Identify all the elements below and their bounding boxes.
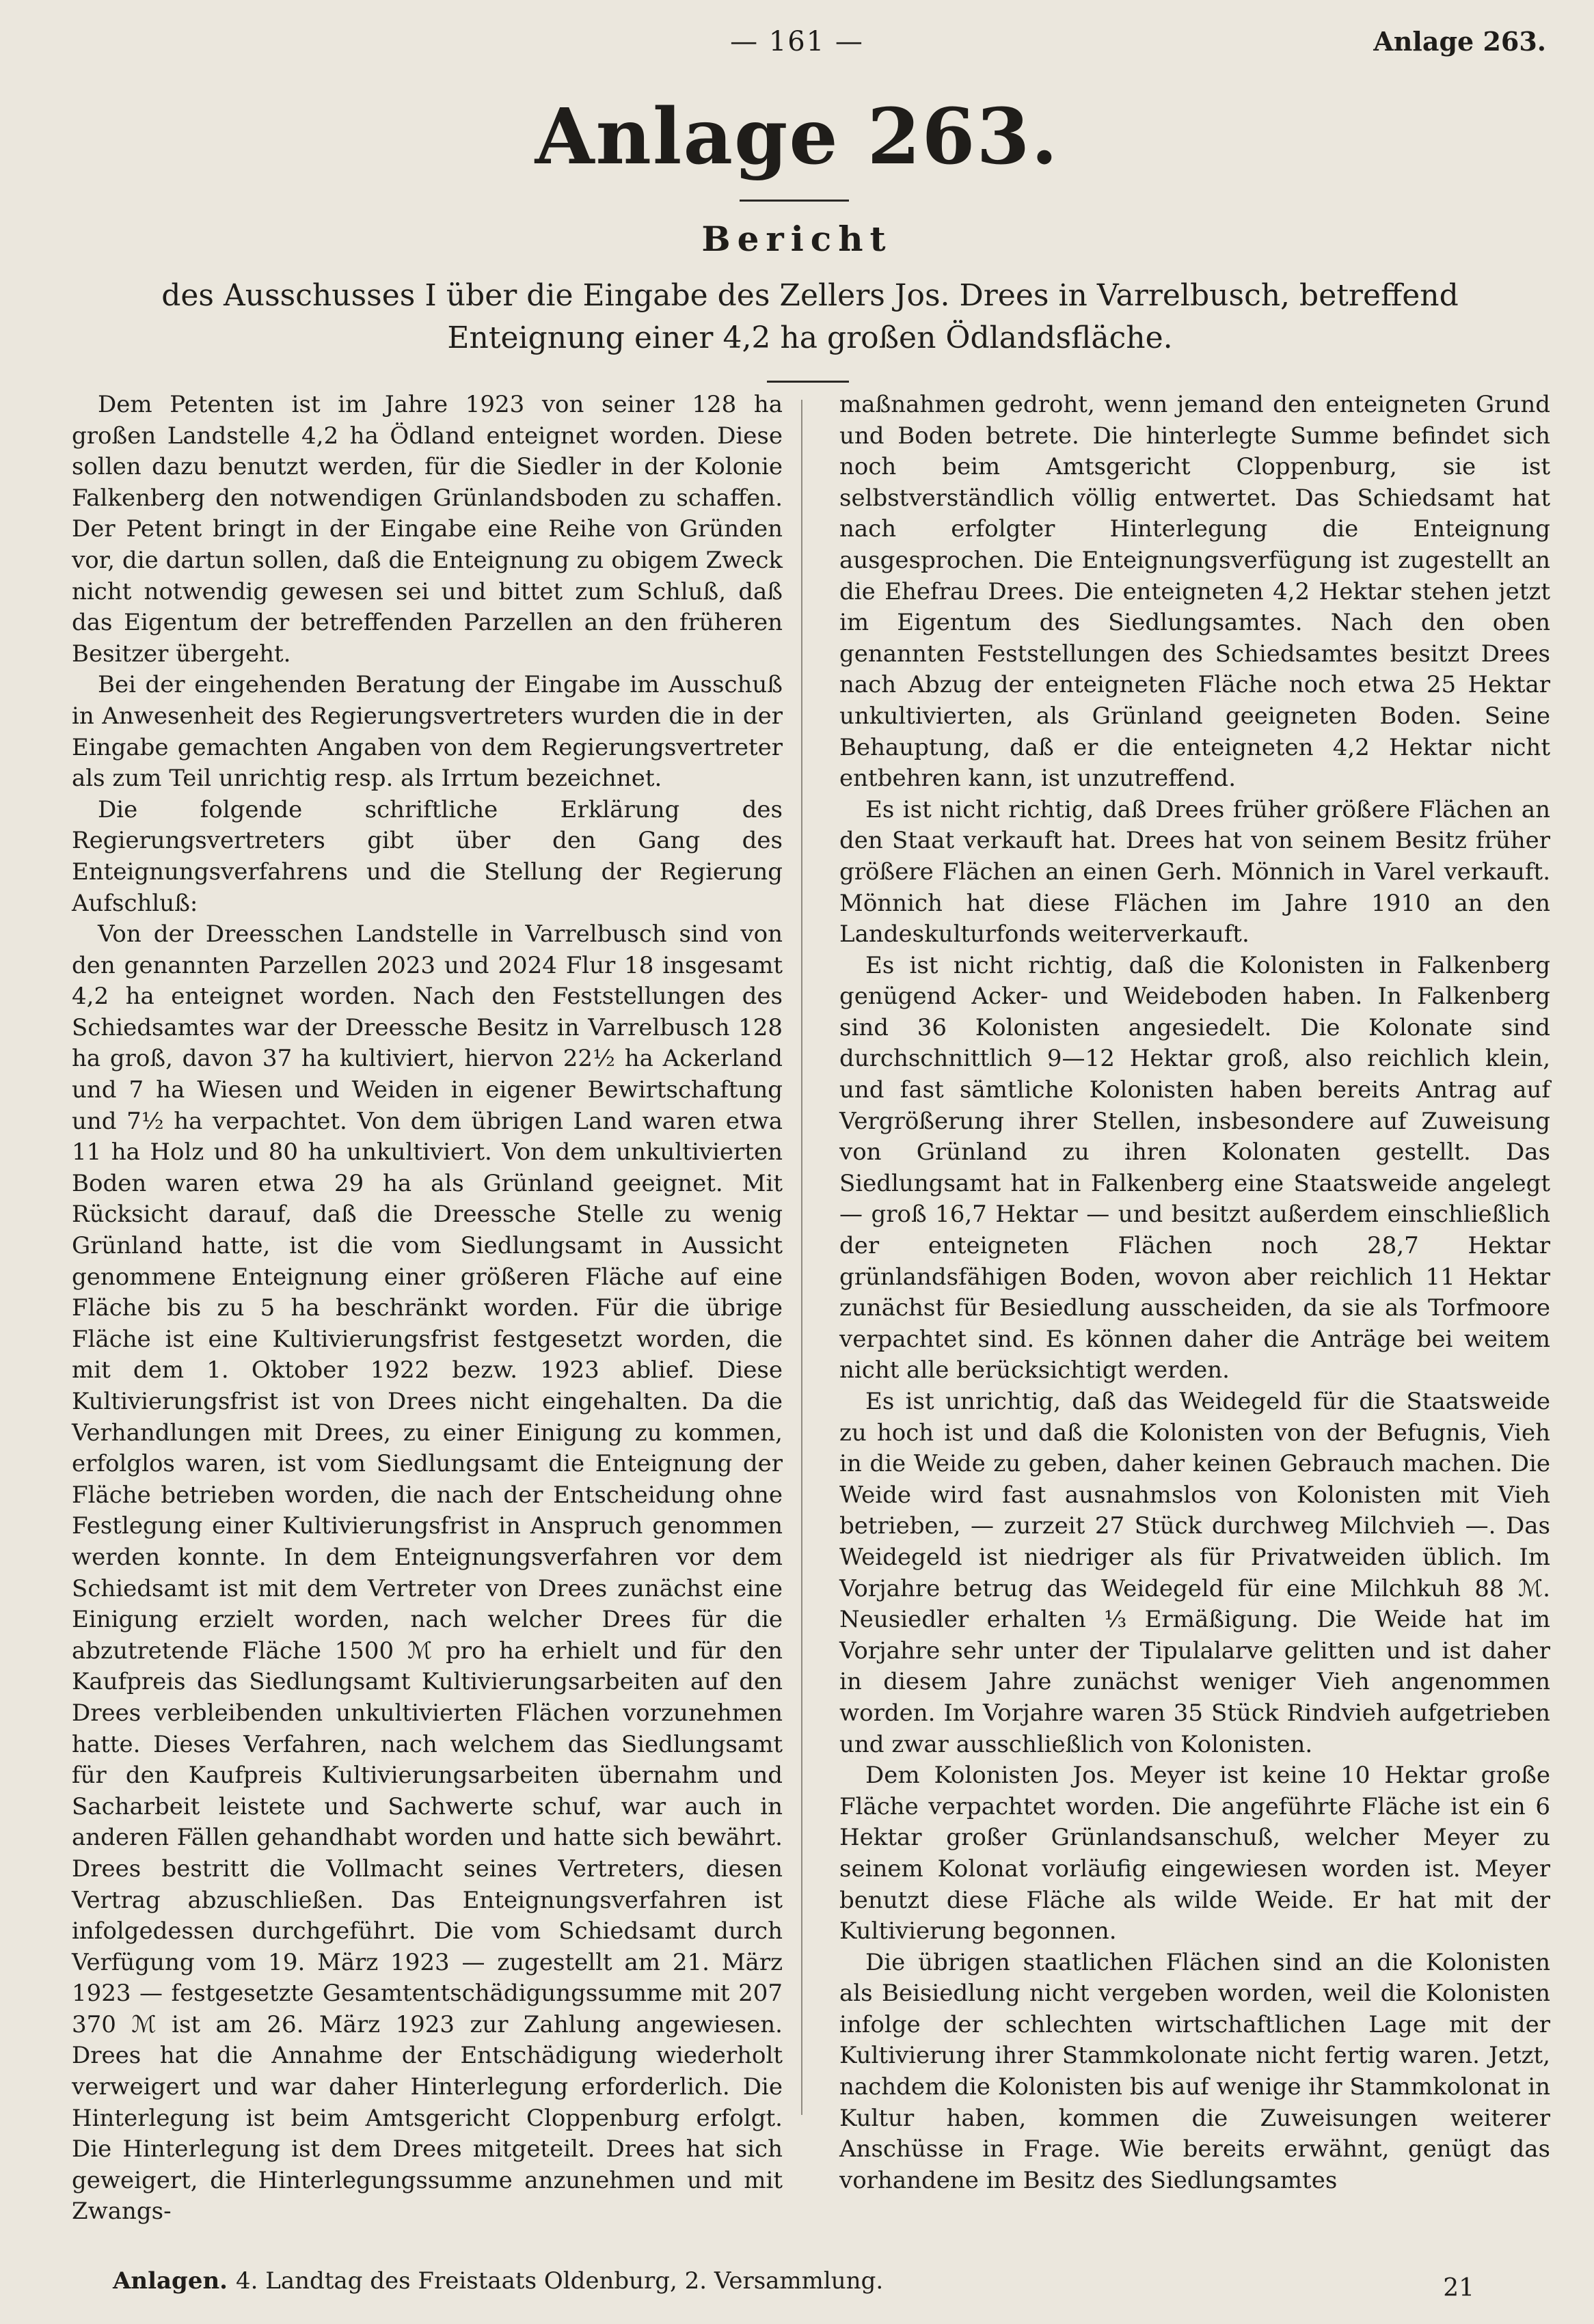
paragraph: Es ist unrichtig, daß das Weidegeld für die Staatsweide zu hoch ist und daß die Kolonisten von der Befugnis, Vieh in die Weide zu geben, daher keinen Gebrauch machen. Die Weide wird fast ausnahmslos von Kolonisten mit Vieh betrieben, — zurzeit 27 Stück durchweg Milchvieh —. Das Weidegeld ist niedriger als für Privatweiden üblich. Im Vorjahre betrug das Weidegeld für eine Milchkuh 88 ℳ. Neusiedler erhalten ⅓ Ermäßigung. Die Weide hat im Vorjahre sehr unter der Tipulalarve gelitten und ist daher in diesem Jahre zunächst weniger Vieh angenommen worden. Im Vorjahre waren 35 Stück Rindvieh aufgetrieben und zwar ausschließlich von Kolonisten. xyxy=(839,1388,1550,1758)
footer-text: 4. Landtag des Freistaats Oldenburg, 2. Versammlung. xyxy=(236,2267,884,2295)
paragraph: Die übrigen staatlichen Flächen sind an die Kolonisten als Beisiedlung nicht vergeben worden, weil die Kolonisten infolge der schlechten wirtschaftlichen Lage mit der Kultivierung ihrer Stammkolonate nicht fertig waren. Jetzt, nachdem die Kolonisten bis auf wenige ihr Stammkolonat in Kultur haben, kommen die Zuweisungen weiterer Anschüsse in Frage. Wie bereits erwähnt, genügt das vorhandene im Besitz des Siedlungsamtes xyxy=(839,1948,1550,2194)
right-column xyxy=(839,389,1550,2194)
running-head: Anlage 263. xyxy=(1373,26,1546,57)
paragraph: Bei der eingehenden Beratung der Eingabe im Ausschuß in Anwesenheit des Regierungsvertreters wurden die in der Eingabe gemachten Angaben von dem Regierungsvertreter als zum Teil unrichtig resp. als Irrtum bezeichnet. xyxy=(72,671,783,793)
subtitle-divider xyxy=(767,381,849,383)
paragraph: Es ist nicht richtig, daß die Kolonisten in Falkenberg genügend Acker- und Weideboden haben. In Falkenberg sind 36 Kolonisten angesiedelt. Die Kolonate sind durchschnittlich 9—12 Hektar groß, also reichlich klein, und fast sämtliche Kolonisten haben bereits Antrag auf Vergrößerung ihrer Stellen, insbesondere auf Zuweisung von Grünland zu ihren Kolonaten gestellt. Das Siedlungsamt hat in Falkenberg eine Staatsweide angelegt — groß 16,7 Hektar — und besitzt außerdem einschließlich der enteigneten Flächen noch 28,7 Hektar grünlandsfähigen Boden, wovon aber reichlich 11 Hektar zunächst für Besiedlung ausscheiden, da sie als Torfmoore verpachtet sind. Es können daher die Anträge bei weitem nicht alle berücksichtigt werden. xyxy=(839,951,1550,1384)
paragraph: Es ist nicht richtig, daß Drees früher größere Flächen an den Staat verkauft hat. Drees hat von seinem Besitz früher größere Flächen an einen Gerh. Mönnich in Varel verkauft. Mönnich hat diese Flächen im Jahre 1910 an den Landeskulturfonds weiterverkauft. xyxy=(839,795,1550,948)
sheet-number: 21 xyxy=(1443,2274,1474,2302)
report-heading: Bericht xyxy=(701,219,893,259)
paragraph: Von der Dreesschen Landstelle in Varrelbusch sind von den genannten Parzellen 2023 und 2024 Flur 18 insgesamt 4,2 ha enteignet worden. Nach den Feststellungen des Schiedsamtes war der Dreessche Besitz in Varrelbusch 128 ha groß, davon 37 ha kultiviert, hiervon 22½ ha Ackerland und 7 ha Wiesen und Weiden in eigener Bewirtschaftung und 7½ ha verpachtet. Von dem übrigen Land waren etwa 11 ha Holz und 80 ha unkultiviert. Von dem unkultivierten Boden waren etwa 29 ha als Grünland geeignet. Mit Rücksicht darauf, daß die Dreessche Stelle zu wenig Grünland hatte, ist die vom Siedlungsamt in Aussicht genommene Enteignung einer größeren Fläche auf eine Fläche bis zu 5 ha beschränkt worden. Für die übrige Fläche ist eine Kultivierungsfrist festgesetzt worden, die mit dem 1. Oktober 1922 bezw. 1923 ablief. Diese Kultivierungsfrist ist von Drees nicht eingehalten. Da die Verhandlungen mit Drees, zu einer Einigung zu kommen, erfolglos waren, ist vom Siedlungsamt die Enteignung der Fläche betrieben worden, die nach der Entscheidung ohne Festlegung einer Kultivierungsfrist in Anspruch genommen werden konnte. In dem Enteignungsverfahren vor dem Schiedsamt ist mit dem Vertreter von Drees zunächst eine Einigung erzielt worden, nach welcher Drees für die abzutretende Fläche 1500 ℳ pro ha erhielt und für den Kaufpreis das Siedlungsamt Kultivierungsarbeiten auf den Drees verbleibenden unkultivierten Flächen vorzunehmen hatte. Dieses Verfahren, nach welchem das Siedlungsamt für den Kaufpreis Kultivierungsarbeiten übernahm und Sacharbeit leistete und Sachwerte schuf, war auch in anderen Fällen gehandhabt worden und hatte sich bewährt. Drees bestritt die Vollmacht seines Vertreters, diesen Vertrag abzuschließen. Das Enteignungsverfahren ist infolgedessen durchgeführt. Die vom Schiedsamt durch Verfügung vom 19. März 1923 — zugestellt am 21. März 1923 — festgesetzte Gesamtentschädigungssumme mit 207 370 ℳ ist am 26. März 1923 zur Zahlung angewiesen. Drees hat die Annahme der Entschädigung wiederholt verweigert und war daher Hinterlegung erforderlich. Die Hinterlegung ist beim Amtsgericht Cloppenburg erfolgt. Die Hinterlegung ist dem Drees mitgeteilt. Drees hat sich geweigert, die Hinterlegungssumme anzunehmen und mit Zwangs- xyxy=(72,920,783,2226)
footer-label: Anlagen. xyxy=(113,2267,228,2295)
title-divider xyxy=(740,200,849,202)
footer xyxy=(113,2267,883,2295)
column-divider xyxy=(801,400,802,2115)
document-title: Anlage 263. xyxy=(535,92,1059,182)
left-column xyxy=(72,389,783,2226)
paragraph: Dem Petenten ist im Jahre 1923 von seiner 128 ha großen Landstelle 4,2 ha Ödland enteignet worden. Diese sollen dazu benutzt werden, für die Siedler in der Kolonie Falkenberg den notwendigen Grünlandsboden zu schaffen. Der Petent bringt in der Eingabe eine Reihe von Gründen vor, die dartun sollen, daß die Enteignung zu obigem Zweck nicht notwendig gewesen sei und bittet zum Schluß, daß das Eigentum der betreffenden Parzellen an den früheren Besitzer übergeht. xyxy=(72,391,783,668)
report-subtitle: des Ausschusses I über die Eingabe des Zellers Jos. Drees in Varrelbusch, betreffend Enteignung einer 4,2 ha großen Ödlandsfläche. xyxy=(161,278,1459,355)
paragraph: Dem Kolonisten Jos. Meyer ist keine 10 Hektar große Fläche verpachtet worden. Die angeführte Fläche ist ein 6 Hektar großer Grünlandsanschuß, welcher Meyer zu seinem Kolonat vorläufig eingewiesen worden ist. Meyer benutzt diese Fläche als wilde Weide. Er hat mit der Kultivierung begonnen. xyxy=(839,1762,1550,1945)
paragraph: maßnahmen gedroht, wenn jemand den enteigneten Grund und Boden betrete. Die hinterlegte Summe befindet sich noch beim Amtsgericht Cloppenburg, sie ist selbstverständlich völlig entwertet. Das Schiedsamt hat nach erfolgter Hinterlegung die Enteignung ausgesprochen. Die Enteignungsverfügung ist zugestellt an die Ehefrau Drees. Die enteigneten 4,2 Hektar stehen jetzt im Eigentum des Siedlungsamtes. Nach den oben genannten Feststellungen des Schiedsamtes besitzt Drees nach Abzug der enteigneten Fläche noch etwa 25 Hektar unkultivierten, als Grünland geeigneten Boden. Seine Behauptung, daß er die enteigneten 4,2 Hektar nicht entbehren kann, ist unzutreffend. xyxy=(839,391,1550,793)
page-number: — 161 — xyxy=(730,26,864,57)
paragraph: Die folgende schriftliche Erklärung des Regierungsvertreters gibt über den Gang des Enteignungsverfahrens und die Stellung der Regierung Aufschluß: xyxy=(72,795,783,917)
